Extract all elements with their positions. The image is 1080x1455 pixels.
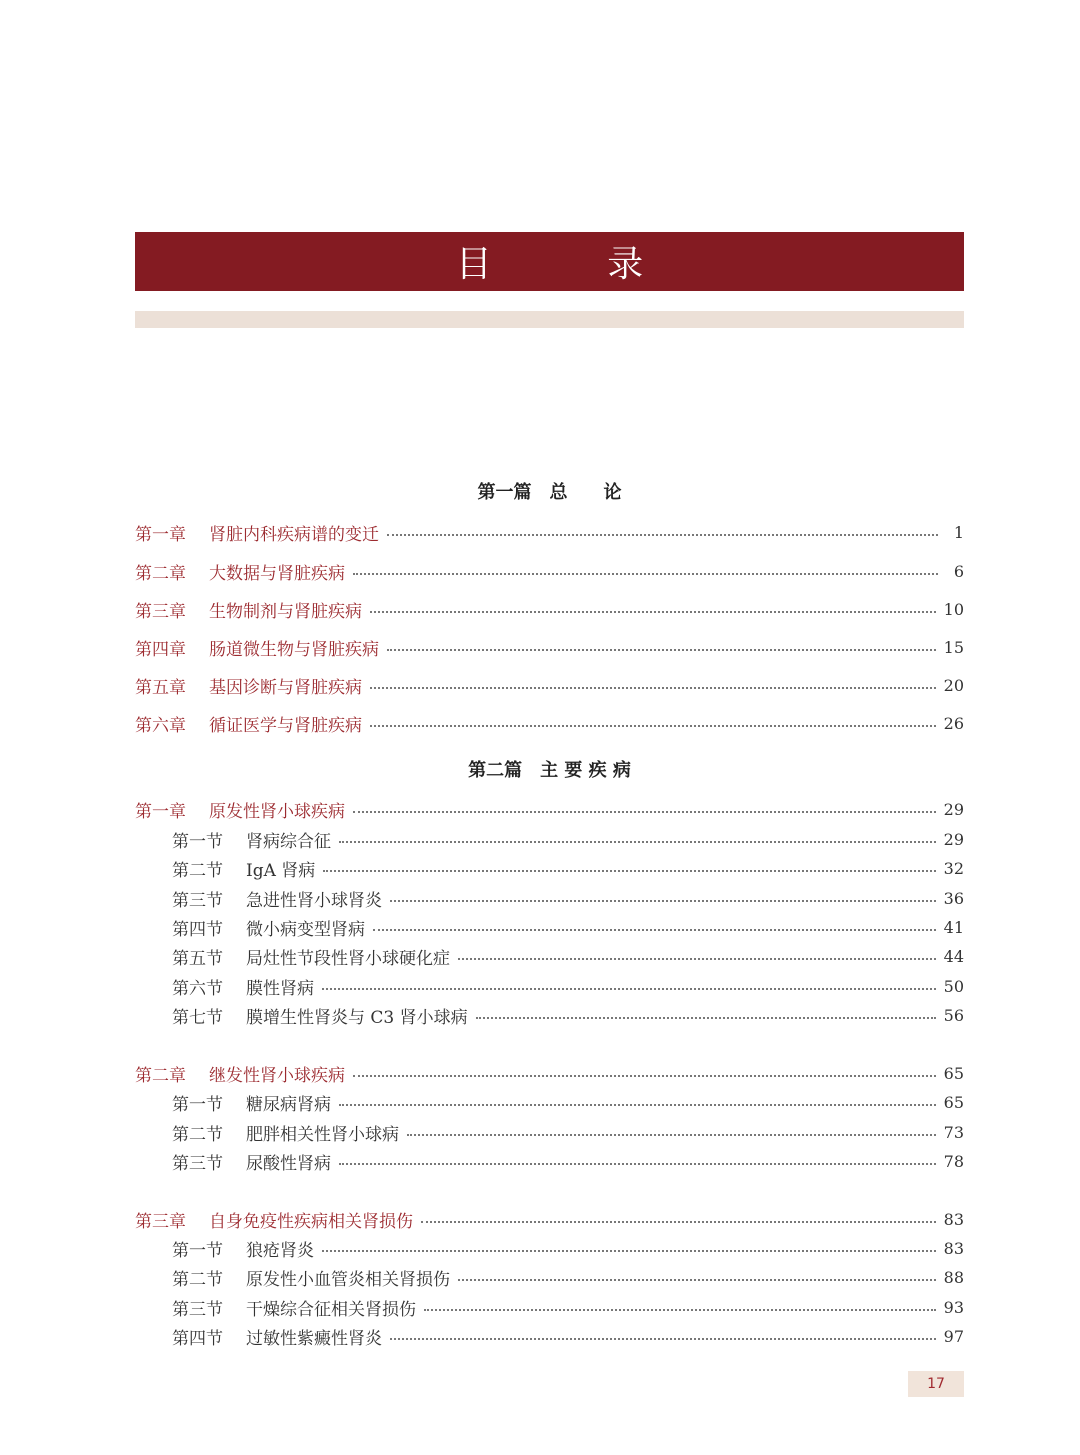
dot-leader xyxy=(424,1308,936,1311)
dot-leader xyxy=(476,1016,936,1019)
chapter-title: 自身免疫性疾病相关肾损伤 xyxy=(209,1211,413,1232)
part-heading: 第一篇 总 论 xyxy=(477,482,622,503)
chapter-number: 第六章 xyxy=(135,715,186,736)
page-number: 32 xyxy=(943,858,964,878)
toc-section-entry[interactable] xyxy=(135,1236,964,1260)
page-number: 73 xyxy=(943,1122,964,1142)
toc-title: 目 录 xyxy=(455,244,696,285)
dot-leader xyxy=(339,840,936,843)
dot-leader xyxy=(322,987,936,990)
chapter-number: 第三章 xyxy=(135,601,186,622)
toc-chapter-entry[interactable] xyxy=(135,797,964,821)
toc-chapter-entry[interactable] xyxy=(135,520,964,544)
chapter-title: 大数据与肾脏疾病 xyxy=(209,563,345,584)
page-number: 65 xyxy=(943,1063,964,1083)
dot-leader xyxy=(353,1074,936,1077)
section-title: 肥胖相关性肾小球病 xyxy=(246,1124,399,1145)
page-number: 93 xyxy=(943,1297,964,1317)
dot-leader xyxy=(421,1220,936,1223)
chapter-title: 肾脏内科疾病谱的变迁 xyxy=(209,524,379,545)
toc-section-entry[interactable] xyxy=(135,974,964,998)
chapter-number: 第一章 xyxy=(135,801,186,822)
section-number: 第二节 xyxy=(172,1124,223,1145)
section-title: 膜增生性肾炎与 C3 肾小球病 xyxy=(246,1007,468,1028)
toc-chapter-entry[interactable] xyxy=(135,559,964,583)
page-number: 1 xyxy=(953,522,964,542)
section-number: 第三节 xyxy=(172,1299,223,1320)
page-number: 20 xyxy=(943,675,964,695)
toc-section-entry[interactable] xyxy=(135,1295,964,1319)
toc-section-entry[interactable] xyxy=(135,856,964,880)
toc-section-entry[interactable] xyxy=(135,1265,964,1289)
dot-leader xyxy=(458,1278,936,1281)
section-number: 第一节 xyxy=(172,831,223,852)
section-title: 微小病变型肾病 xyxy=(246,919,365,940)
toc-section-entry[interactable] xyxy=(135,1324,964,1348)
chapter-title: 肠道微生物与肾脏疾病 xyxy=(209,639,379,660)
page-number: 41 xyxy=(943,917,964,937)
section-title: 过敏性紫癜性肾炎 xyxy=(246,1328,382,1349)
toc-chapter-entry[interactable] xyxy=(135,1207,964,1231)
section-title: 干燥综合征相关肾损伤 xyxy=(246,1299,416,1320)
page-number: 65 xyxy=(943,1092,964,1112)
chapter-title: 基因诊断与肾脏疾病 xyxy=(209,677,362,698)
section-number: 第六节 xyxy=(172,978,223,999)
dot-leader xyxy=(390,1337,936,1340)
dot-leader xyxy=(458,957,936,960)
chapter-title: 循证医学与肾脏疾病 xyxy=(209,715,362,736)
dot-leader xyxy=(323,869,935,872)
dot-leader xyxy=(407,1133,936,1136)
chapter-number: 第四章 xyxy=(135,639,186,660)
dot-leader xyxy=(373,928,936,931)
accent-divider xyxy=(135,311,964,328)
toc-section-entry[interactable] xyxy=(135,1003,964,1027)
section-number: 第二节 xyxy=(172,860,223,881)
page-number: 78 xyxy=(943,1151,964,1171)
page-number: 83 xyxy=(943,1209,964,1229)
section-title: 原发性小血管炎相关肾损伤 xyxy=(246,1269,450,1290)
dot-leader xyxy=(390,899,936,902)
dot-leader xyxy=(339,1162,936,1165)
toc-chapter-entry[interactable] xyxy=(135,711,964,735)
chapter-title: 继发性肾小球疾病 xyxy=(209,1065,345,1086)
section-number: 第二节 xyxy=(172,1269,223,1290)
toc-section-entry[interactable] xyxy=(135,1149,964,1173)
chapter-number: 第五章 xyxy=(135,677,186,698)
section-title: 肾病综合征 xyxy=(246,831,331,852)
chapter-number: 第三章 xyxy=(135,1211,186,1232)
toc-section-entry[interactable] xyxy=(135,1120,964,1144)
page-number: 50 xyxy=(943,976,964,996)
toc-section-entry[interactable] xyxy=(135,886,964,910)
dot-leader xyxy=(370,686,936,689)
chapter-number: 第二章 xyxy=(135,563,186,584)
page-number: 36 xyxy=(943,888,964,908)
chapter-number: 第二章 xyxy=(135,1065,186,1086)
dot-leader xyxy=(339,1103,936,1106)
dot-leader xyxy=(370,610,936,613)
toc-section-entry[interactable] xyxy=(135,915,964,939)
toc-section-entry[interactable] xyxy=(135,944,964,968)
part-heading: 第二篇 主 要 疾 病 xyxy=(468,760,631,781)
page-number: 29 xyxy=(943,799,964,819)
toc-section-entry[interactable] xyxy=(135,827,964,851)
page-number: 10 xyxy=(943,599,964,619)
section-title: 膜性肾病 xyxy=(246,978,314,999)
section-title: 局灶性节段性肾小球硬化症 xyxy=(246,948,450,969)
dot-leader xyxy=(387,648,936,651)
section-title: 尿酸性肾病 xyxy=(246,1153,331,1174)
dot-leader xyxy=(322,1249,936,1252)
section-number: 第四节 xyxy=(172,1328,223,1349)
toc-chapter-entry[interactable] xyxy=(135,597,964,621)
page-number: 88 xyxy=(943,1267,964,1287)
section-number: 第七节 xyxy=(172,1007,223,1028)
section-number: 第三节 xyxy=(172,1153,223,1174)
page-number: 15 xyxy=(943,637,964,657)
dot-leader xyxy=(353,572,938,575)
page-number: 83 xyxy=(943,1238,964,1258)
dot-leader xyxy=(353,810,936,813)
section-number: 第四节 xyxy=(172,919,223,940)
section-number: 第一节 xyxy=(172,1240,223,1261)
chapter-title: 原发性肾小球疾病 xyxy=(209,801,345,822)
section-number: 第五节 xyxy=(172,948,223,969)
toc-section-entry[interactable] xyxy=(135,1090,964,1114)
section-number: 第三节 xyxy=(172,890,223,911)
page-number-badge: 17 xyxy=(908,1371,964,1397)
section-title: 糖尿病肾病 xyxy=(246,1094,331,1115)
page-number: 97 xyxy=(943,1326,964,1346)
page-number: 56 xyxy=(943,1005,964,1025)
toc-chapter-entry[interactable] xyxy=(135,635,964,659)
chapter-title: 生物制剂与肾脏疾病 xyxy=(209,601,362,622)
page-number: 44 xyxy=(943,946,964,966)
page-number: 26 xyxy=(943,713,964,733)
section-number: 第一节 xyxy=(172,1094,223,1115)
section-title: IgA 肾病 xyxy=(246,860,316,881)
section-title: 急进性肾小球肾炎 xyxy=(246,890,382,911)
page-number: 29 xyxy=(943,829,964,849)
toc-chapter-entry[interactable] xyxy=(135,1061,964,1085)
section-title: 狼疮肾炎 xyxy=(246,1240,314,1261)
toc-chapter-entry[interactable] xyxy=(135,673,964,697)
toc-title-bar xyxy=(135,232,964,291)
page-number: 6 xyxy=(953,561,964,581)
dot-leader xyxy=(370,724,936,727)
chapter-number: 第一章 xyxy=(135,524,186,545)
dot-leader xyxy=(387,533,938,536)
